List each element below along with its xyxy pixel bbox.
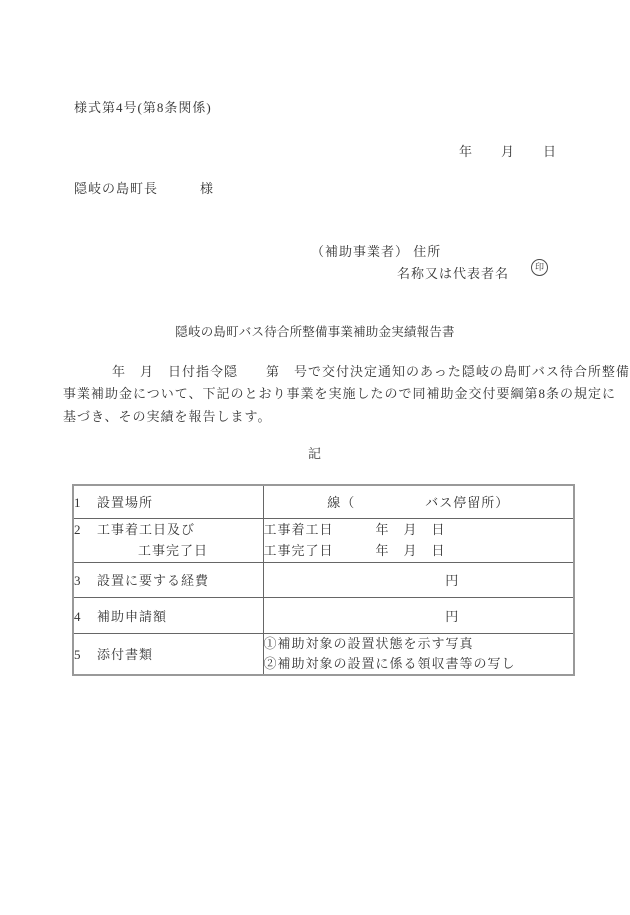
row-value-cell: 円 bbox=[263, 562, 574, 597]
table-row-installation-cost bbox=[73, 562, 574, 597]
form-table bbox=[72, 484, 575, 676]
form-number: 様式第4号(第8条関係) bbox=[74, 100, 212, 115]
row-label: 設置に要する経費 bbox=[97, 573, 210, 588]
seal-mark-icon bbox=[531, 259, 548, 276]
applicant-address-label: （補助事業者） 住所 bbox=[311, 244, 442, 259]
attachment-item-1: ①補助対象の設置状態を示す写真 bbox=[263, 635, 474, 651]
body-line-2: 事業補助金について、下記のとおり事業を実施したので同補助金交付要綱第8条の規定に bbox=[63, 386, 616, 402]
applicant-name-label: 名称又は代表者名 bbox=[397, 266, 510, 281]
value-line-start-date: 工事着工日 年 月 日 bbox=[263, 522, 446, 537]
date-line: 年 月 日 bbox=[458, 144, 557, 159]
row-header-cell bbox=[73, 518, 263, 562]
table-row-attachments bbox=[73, 633, 574, 675]
body-paragraph bbox=[63, 361, 630, 428]
attachment-item-2: ②補助対象の設置に係る領収書等の写し bbox=[263, 655, 516, 671]
row-label: 補助申請額 bbox=[97, 608, 168, 624]
row-value-cell: 線（ バス停留所） bbox=[263, 485, 574, 518]
row-header-line-2: 工事完了日 bbox=[138, 543, 209, 558]
row-header-cell bbox=[73, 562, 263, 597]
table-row-installation-place bbox=[73, 485, 574, 518]
table-row-construction-dates bbox=[73, 518, 574, 562]
row-label: 工事着工日及び bbox=[97, 522, 196, 537]
row-label: 添付書類 bbox=[97, 647, 154, 662]
row-value-cell bbox=[263, 518, 574, 562]
row-header-line-1 bbox=[74, 519, 263, 540]
row-number: 4 bbox=[74, 608, 81, 624]
seal-char: 印 bbox=[534, 262, 544, 272]
value-line-end-date: 工事完了日 年 月 日 bbox=[263, 543, 446, 558]
row-number: 2 bbox=[74, 522, 81, 537]
row-header-cell bbox=[73, 597, 263, 633]
row-label: 設置場所 bbox=[97, 495, 154, 511]
document-title: 隠岐の島町バス待合所整備事業補助金実績報告書 bbox=[175, 325, 455, 339]
row-number: 3 bbox=[74, 573, 81, 588]
row-header-cell bbox=[73, 485, 263, 518]
addressee-line: 隠岐の島町長 様 bbox=[74, 181, 215, 196]
row-value-cell: 円 bbox=[263, 597, 574, 633]
body-line-3: 基づき、その実績を報告します。 bbox=[63, 408, 272, 424]
record-mark: 記 bbox=[307, 446, 322, 461]
row-number: 5 bbox=[74, 647, 81, 662]
row-number: 1 bbox=[74, 495, 81, 511]
row-value-cell bbox=[263, 633, 574, 675]
table-row-subsidy-amount bbox=[73, 597, 574, 633]
body-line-1: 年 月 日付指令隠 第 号で交付決定通知のあった隠岐の島町バス待合所整備 bbox=[112, 364, 630, 379]
row-header-cell bbox=[73, 633, 263, 675]
